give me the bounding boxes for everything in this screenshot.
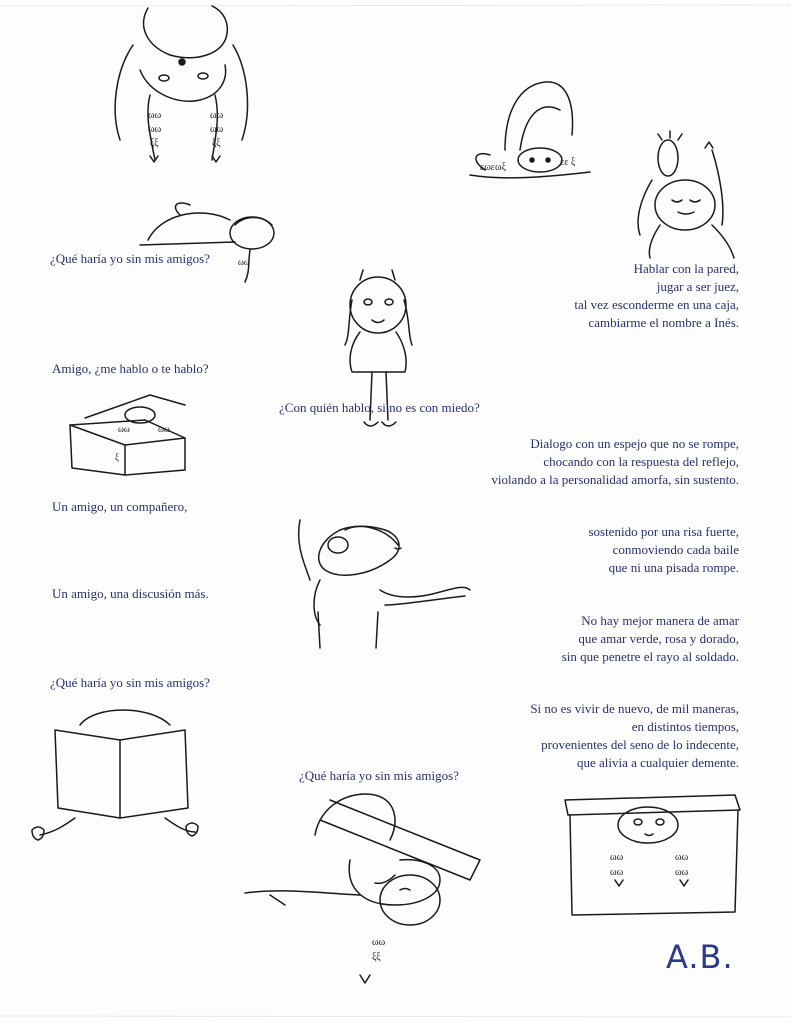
poem-line: en distintos tiempos, <box>631 719 739 734</box>
poem-line: No hay mejor manera de amar <box>581 613 739 628</box>
lying-girl-drawing <box>140 203 274 282</box>
poem-line: ¿Qué haría yo sin mis amigos? <box>299 768 459 783</box>
stretching-girl-drawing <box>245 794 480 983</box>
poem-line: ¿Qué haría yo sin mis amigos? <box>50 251 210 266</box>
poem-line: sin que penetre el rayo al soldado. <box>561 649 739 664</box>
box-girl-drawing <box>70 395 185 475</box>
svg-text:ωω: ωω <box>210 124 224 135</box>
svg-text:ξ: ξ <box>115 452 120 462</box>
svg-text:ωω: ωω <box>118 424 130 434</box>
poem-line: Un amigo, un compañero, <box>52 499 188 514</box>
hiding-girl-drawing <box>565 795 740 915</box>
svg-text:ωω: ωω <box>148 124 162 135</box>
upside-down-girl-drawing <box>115 6 247 162</box>
poem-line: jugar a ser juez, <box>656 279 739 294</box>
poem-line: Hablar con la pared, <box>633 261 739 276</box>
poem-line: Dialogo con un espejo que no se rompe, <box>530 436 739 451</box>
bending-girl-drawing <box>470 82 590 178</box>
poem-line: provenientes del seno de lo indecente, <box>541 737 739 752</box>
svg-text:ξξ: ξξ <box>212 138 221 149</box>
poem-line: ¿Con quién hablo, si no es con miedo? <box>279 400 480 415</box>
svg-text:ωω: ωω <box>238 257 250 267</box>
svg-text:ωω: ωω <box>158 424 170 434</box>
svg-text:ωω: ωω <box>675 852 689 863</box>
svg-text:ωω: ωω <box>210 110 224 121</box>
poem-line: que amar verde, rosa y dorado, <box>578 631 739 646</box>
poem-line: violando a la personalidad amorfa, sin sustento. <box>491 472 739 487</box>
svg-text:ωω: ωω <box>610 852 624 863</box>
poem-line: conmoviendo cada baile <box>612 542 739 557</box>
poem-line: Si no es vivir de nuevo, de mil maneras, <box>530 701 739 716</box>
svg-text:ξξ: ξξ <box>372 952 381 963</box>
svg-text:ξξ: ξξ <box>150 138 159 149</box>
poem-line: ¿Qué haría yo sin mis amigos? <box>50 675 210 690</box>
poem-line: Amigo, ¿me hablo o te hablo? <box>52 361 209 376</box>
poem-line: cambiarme el nombre a Inés. <box>588 315 739 330</box>
poem-line: chocando con la respuesta del reflejo, <box>543 454 739 469</box>
dancing-figure-drawing <box>299 520 470 648</box>
svg-text:ωω: ωω <box>675 867 689 878</box>
svg-text:εε ξ: εε ξ <box>560 157 576 168</box>
poem-line: sostenido por una risa fuerte, <box>588 524 739 539</box>
mirror-girl-drawing <box>638 131 734 258</box>
reading-girl-drawing <box>32 710 198 840</box>
svg-text:ωω: ωω <box>148 110 162 121</box>
svg-text:ωω: ωω <box>372 937 386 948</box>
poem-line: tal vez esconderme en una caja, <box>574 297 739 312</box>
svg-text:εωεωξ: εωεωξ <box>480 162 507 173</box>
poem-line: Un amigo, una discusión más. <box>52 586 209 601</box>
poem-line: que ni una pisada rompe. <box>608 560 739 575</box>
author-signature: A.B. <box>666 938 734 976</box>
svg-text:ωω: ωω <box>610 867 624 878</box>
poem-line: que alivia a cualquier demente. <box>576 755 739 770</box>
